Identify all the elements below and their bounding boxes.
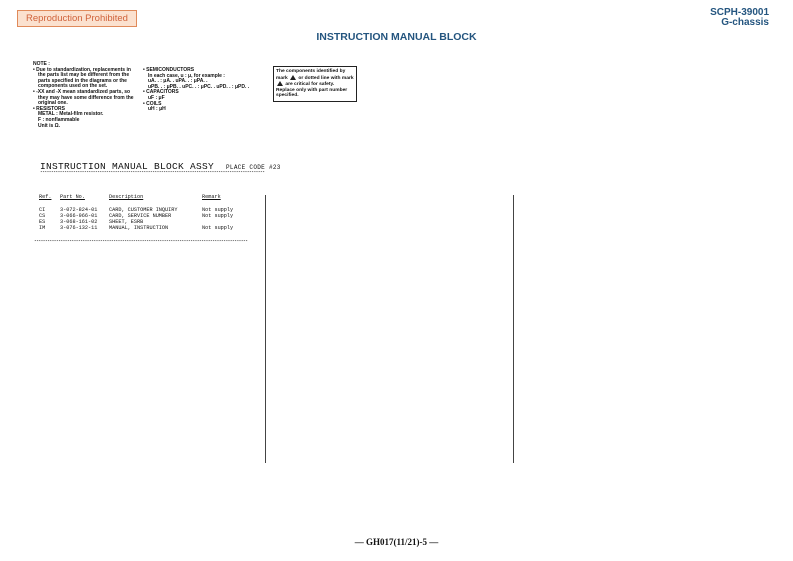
cell-remark: Not supply <box>202 225 234 231</box>
note-line: Unit is Ω. <box>38 122 61 129</box>
table-row <box>0 225 270 231</box>
warning-triangle-icon <box>290 75 296 80</box>
table-end-stars: ************************************************************************************************* <box>34 240 248 245</box>
header-remark: Remark <box>202 194 221 200</box>
page-footer: — GH017(11/21)-5 — <box>354 537 439 547</box>
note-line: F : nonflammable <box>38 116 80 123</box>
note-line: parts specified in the diagrams or the <box>38 77 127 84</box>
cell-ref: CI <box>39 207 46 213</box>
chassis-name: G-chassis <box>721 17 769 28</box>
warning-triangle-icon <box>277 81 283 86</box>
notes-column-1 <box>33 62 134 129</box>
note-line: In each case, u : μ, for example : <box>148 72 225 79</box>
safety-line: specified. <box>276 93 299 99</box>
note-line: the parts list may be different from the <box>38 72 130 79</box>
cell-remark: Not supply <box>202 213 234 219</box>
note-line: they may have some difference from the <box>38 94 134 101</box>
safety-note-box <box>273 66 357 102</box>
place-code: PLACE CODE #23 <box>226 164 281 171</box>
safety-line: or dotted line with mark <box>298 75 354 81</box>
note-line: • SEMICONDUCTORS <box>143 68 249 74</box>
note-line: • RESISTORS <box>33 107 134 113</box>
safety-line: The components identified by <box>276 69 346 74</box>
cell-description: CARD, CUSTOMER INQUIRY <box>109 207 178 213</box>
cell-part-no: 3-076-132-11 <box>60 225 98 231</box>
parts-table-header <box>0 194 270 202</box>
model-number: SCPH-39001 <box>710 7 769 18</box>
safety-line: Replace only with part number <box>276 87 348 93</box>
note-line: uH : μH <box>148 106 166 113</box>
title-underline-stars: ****************************************************************************************************** <box>40 171 265 176</box>
safety-line: are critical for safety. <box>285 82 335 88</box>
cell-part-no: 3-068-161-02 <box>60 219 98 225</box>
cell-remark: Not supply <box>202 207 234 213</box>
note-line: components used on the set. <box>38 83 108 90</box>
model-label <box>710 8 769 28</box>
note-line: • COILS <box>143 102 249 108</box>
header-part-no: Part No. <box>60 194 85 200</box>
column-divider-left <box>265 195 266 463</box>
column-divider-right <box>513 195 514 463</box>
cell-ref: ES <box>39 219 46 225</box>
note-line: original one. <box>38 100 68 107</box>
note-line: • CAPACITORS <box>143 90 249 96</box>
safety-line: mark <box>276 75 288 81</box>
notes-column-2 <box>143 68 249 113</box>
cell-part-no: 3-066-966-01 <box>60 213 98 219</box>
reproduction-prohibited-stamp: Reproduction Prohibited <box>17 10 137 27</box>
notes-heading: NOTE : <box>33 61 50 67</box>
note-line: uF : μF <box>148 94 165 101</box>
cell-part-no: 3-072-824-01 <box>60 207 98 213</box>
note-line: METAL : Metal-film resistor. <box>38 111 104 118</box>
block-title-text: INSTRUCTION MANUAL BLOCK ASSY <box>40 161 215 172</box>
cell-ref: IM <box>39 225 46 231</box>
cell-description: CARD, SERVICE NUMBER <box>109 213 172 219</box>
cell-description: MANUAL, INSTRUCTION <box>109 225 169 231</box>
note-line: uPB. . : μPB. . uPC. . : μPC. . uPD. . : μPD. . <box>148 83 250 90</box>
page-title: INSTRUCTION MANUAL BLOCK <box>316 31 477 43</box>
note-line: • Due to standardization, replacements in <box>33 68 134 74</box>
cell-description: SHEET, ESRB <box>109 219 144 225</box>
header-description: Description <box>109 194 144 200</box>
note-line: • -XX and -X mean standardized parts, so <box>33 90 134 96</box>
note-line: uA. . : μA. . uPA. . : μPA. . <box>148 78 208 85</box>
header-ref: Ref. <box>39 194 52 200</box>
cell-ref: CS <box>39 213 46 219</box>
